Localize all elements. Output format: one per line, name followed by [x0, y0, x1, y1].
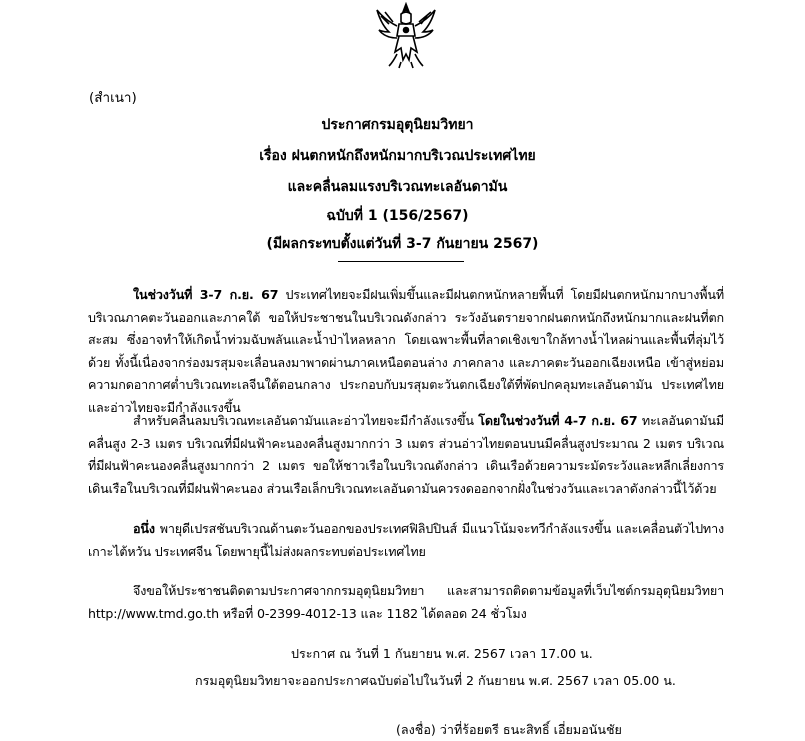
next-issue-notice: กรมอุตุนิยมวิทยาจะออกประกาศฉบับต่อไปในวันที่ 2 กันยายน พ.ศ. 2567 เวลา 05.00 น.: [195, 673, 676, 688]
effective-period: (มีผลกระทบตั้งแต่วันที่ 3-7 กันยายน 2567): [266, 236, 539, 252]
p1-body: ประเทศไทยจะมีฝนเพิ่มขึ้นและมีฝนตกหนักหลายพื้นที่ โดยมีฝนตกหนักมากบางพื้นที่บริเวณภาคตะวันออกและภาคใต้ ขอให้ประชาชนในบริเวณดังกล่าว ระวังอันตรายจากฝนตกหนักถึงหนักมากและฝนที่ตกสะสม ซึ่งอาจทำให้เกิดน้ำท่วมฉับพลันและน้ำป่าไหลหลาก โดยเฉพาะพื้นที่ลาดเชิงเขาใกล้ทางน้ำไหลผ่านและพื้นที่ลุ่มไว้ด้วย ทั้งนี้เนื่องจากร่องมรสุมจะเลื่อนลงมาพาดผ่านภาคเหนือตอนล่าง ภาคกลาง และภาคตะวันออกเฉียงเหนือ เข้าสู่หย่อมความกดอากาศต่ำบริเวณทะเลจีนใต้ตอนกลาง ประกอบกับมรสุมตะวันตกเฉียงใต้ที่พัดปกคลุมทะเลอันดามัน ประเทศไทย และอ่าวไทยจะมีกำลังแรงขึ้น: [88, 287, 725, 415]
paragraph-wave-forecast: [88, 410, 724, 500]
p2-intro: สำหรับคลื่นลมบริเวณทะเลอันดามันและอ่าวไทยจะมีกำลังแรงขึ้น: [133, 413, 479, 428]
title-divider: [338, 261, 464, 262]
signature-line: (ลงชื่อ) ว่าที่ร้อยตรี ธนะสิทธิ์ เอี่ยมอนันชัย: [396, 722, 622, 737]
p2-body: ทะเลอันดามันมีคลื่นสูง 2-3 เมตร บริเวณที่มีฝนฟ้าคะนองคลื่นสูงมากกว่า 3 เมตร ส่วนอ่าวไทยตอนบนมีคลื่นสูงประมาณ 2 เมตร บริเวณที่มีฝนฟ้าคะนองคลื่นสูงมากกว่า 2 เมตร ขอให้ชาวเรือในบริเวณดังกล่าว เดินเรือด้วยความระมัดระวังและหลีกเลี่ยงการเดินเรือในบริเวณที่มีฝนฟ้าคะนอง ส่วนเรือเล็กบริเวณทะเลอันดามันควรงดออกจากฝั่งในช่วงวันและเวลาดังกล่าวนี้ไว้ด้วย: [88, 413, 724, 496]
paragraph-follow-updates: จึงขอให้ประชาชนติดตามประกาศจากกรมอุตุนิยมวิทยา และสามารถติดตามข้อมูลที่เว็บไซต์กรมอุตุนิยมวิทยา http://www.tmd.go.th หรือที่ 0-2399-4012-13 และ 1182 ได้ตลอด 24 ชั่วโมง: [88, 583, 724, 621]
announcement-agency: ประกาศกรมอุตุนิยมวิทยา: [321, 117, 474, 133]
announced-datetime: ประกาศ ณ วันที่ 1 กันยายน พ.ศ. 2567 เวลา 17.00 น.: [291, 646, 593, 661]
paragraph-rain-forecast: [88, 284, 724, 419]
p2-date-range: โดยในช่วงวันที่ 4-7 ก.ย. 67: [478, 413, 638, 428]
issue-number: ฉบับที่ 1 (156/2567): [326, 208, 469, 224]
announcement-subject-line2: และคลื่นลมแรงบริเวณทะเลอันดามัน: [287, 179, 508, 195]
copy-mark: (สำเนา): [89, 90, 137, 106]
paragraph-depression-note: [88, 518, 724, 563]
p3-body: พายุดีเปรสชันบริเวณด้านตะวันออกของประเทศฟิลิปปินส์ มีแนวโน้มจะทวีกำลังแรงขึ้น และเคลื่อนตัวไปทางเกาะไต้หวัน ประเทศจีน โดยพายุนี้ไม่ส่งผลกระทบต่อประเทศไทย: [88, 521, 724, 559]
garuda-emblem: [375, 2, 437, 70]
p3-lead: อนึ่ง: [133, 521, 155, 536]
announcement-subject: เรื่อง ฝนตกหนักถึงหนักมากบริเวณประเทศไทย: [259, 148, 536, 164]
p1-date-range: ในช่วงวันที่ 3-7 ก.ย. 67: [133, 287, 279, 302]
